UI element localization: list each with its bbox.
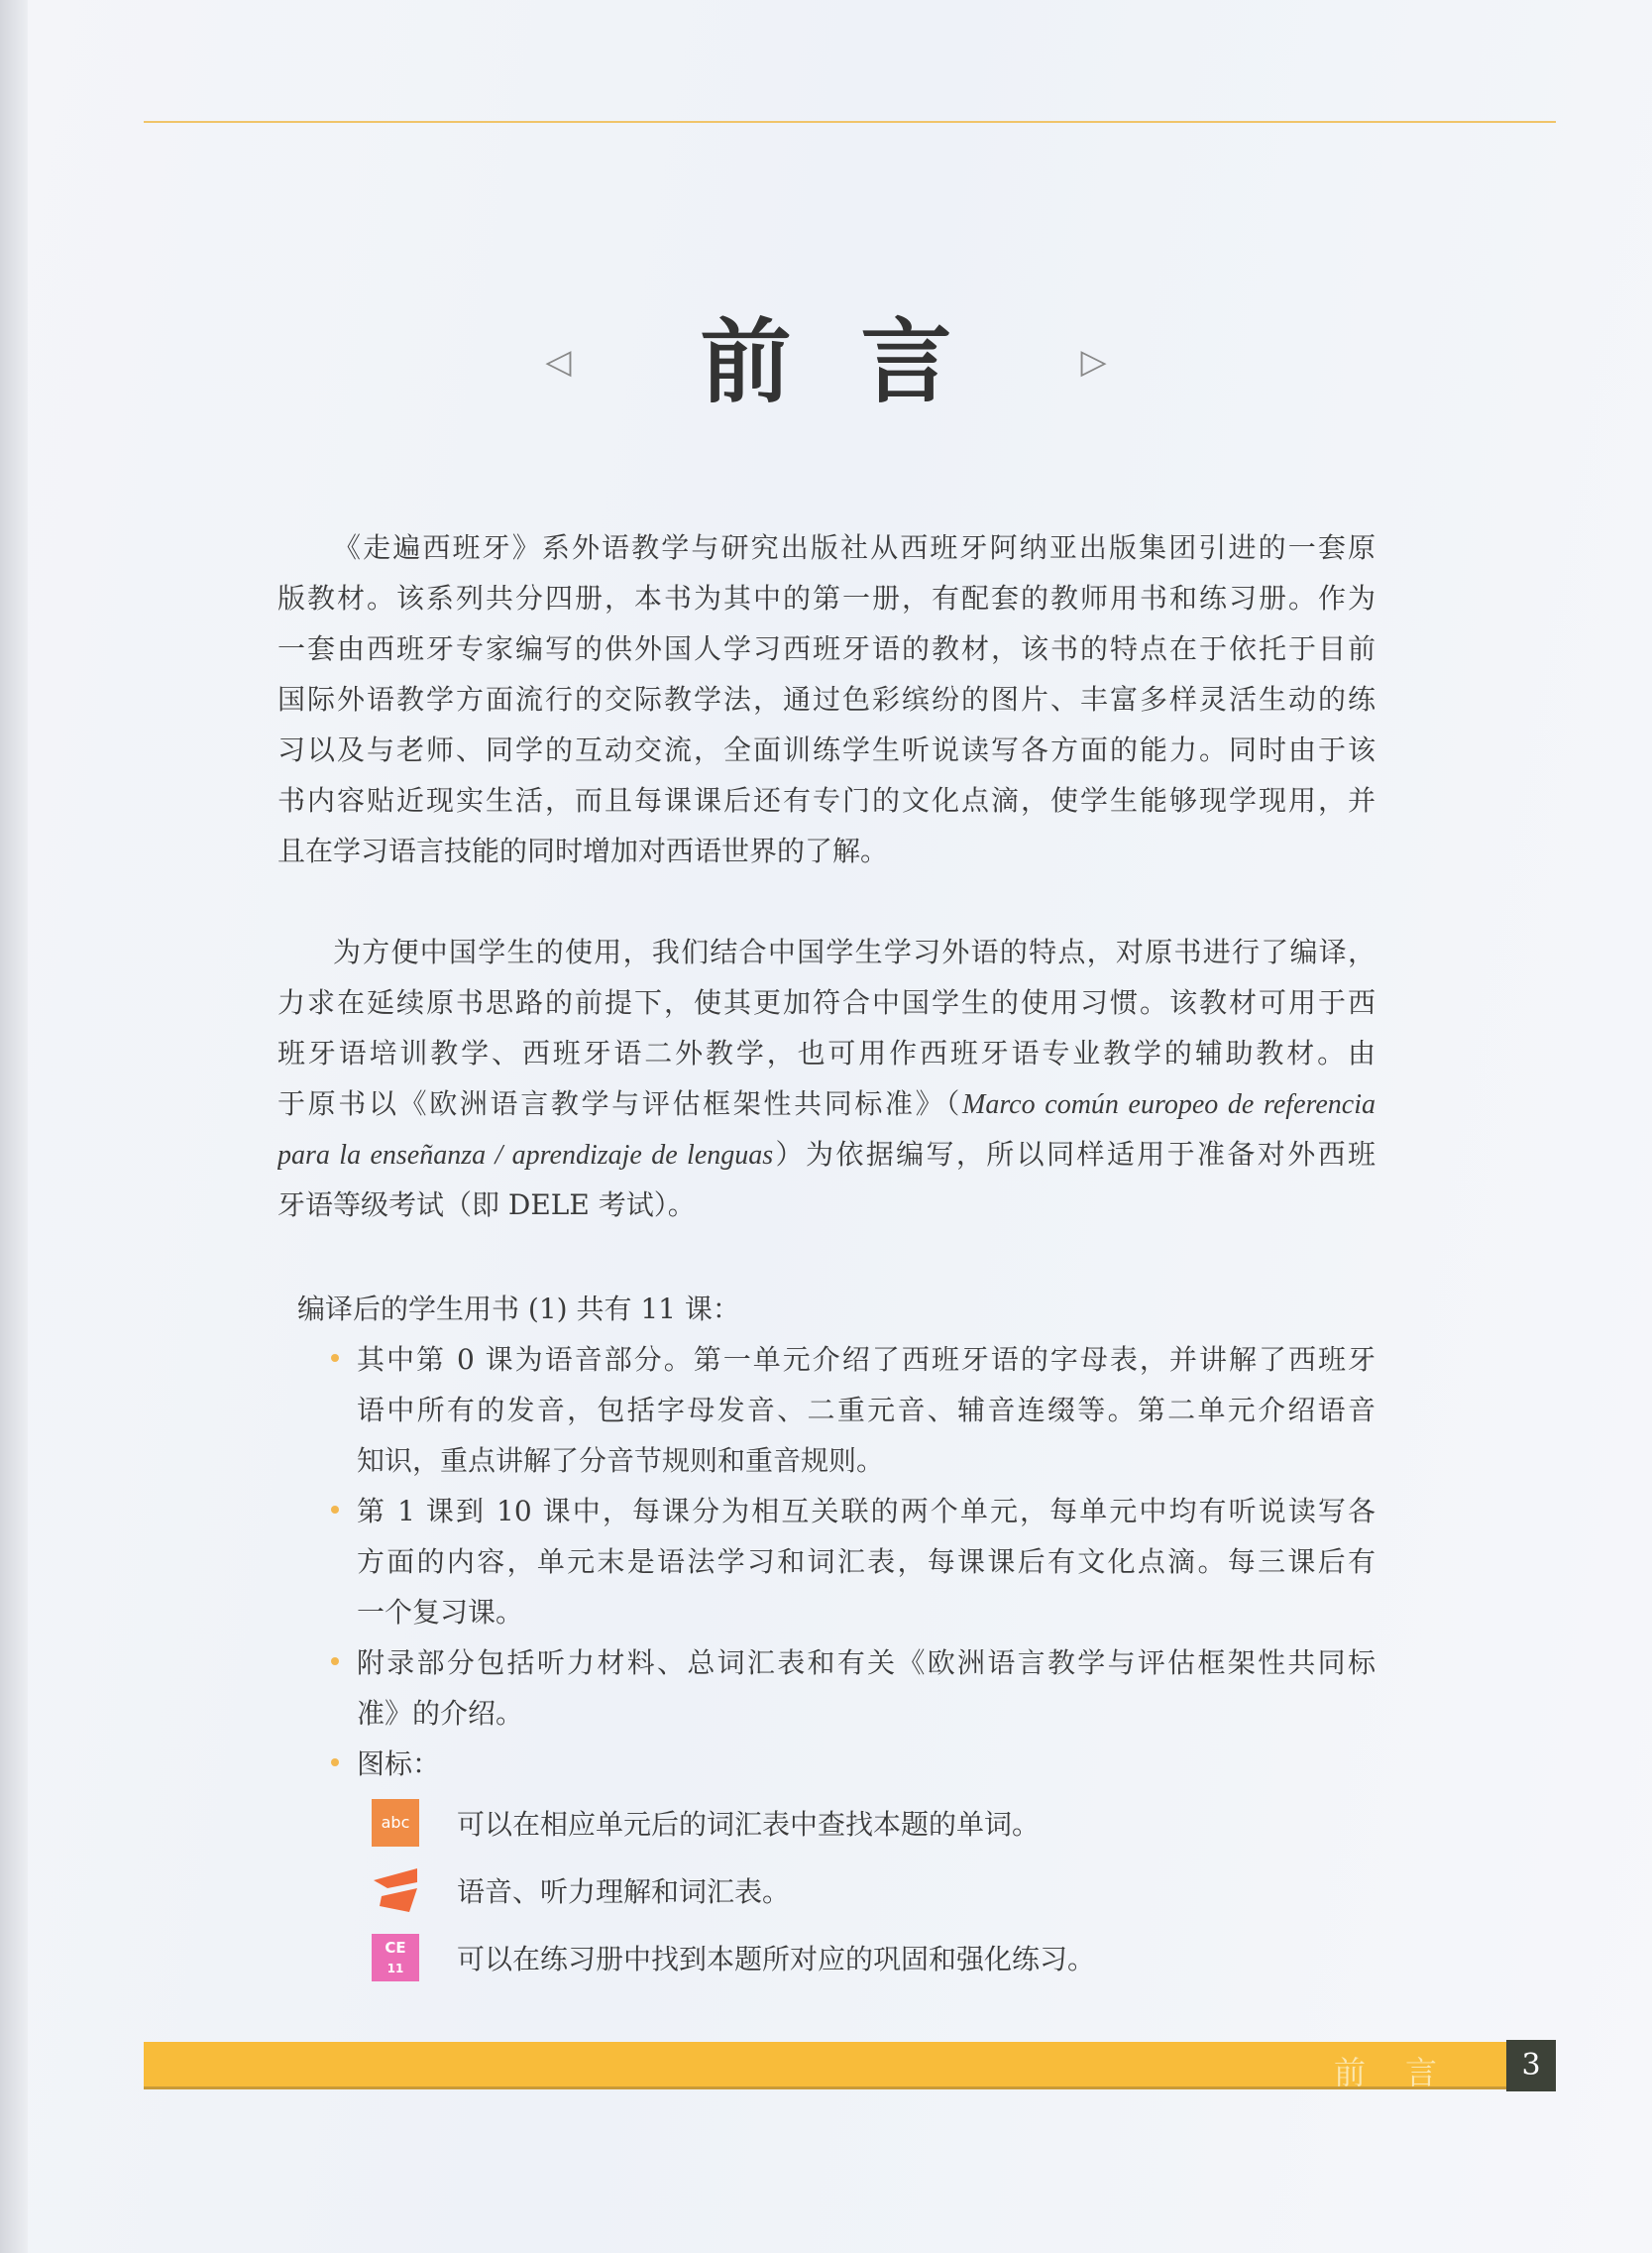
text-line: 一个复习课。: [357, 1596, 524, 1629]
italic-title: Marco común europeo de referencia: [962, 1089, 1376, 1120]
text-line: 第 1 课到 10 课中，每课分为相互关联的两个单元，每单元中均有听说读写各: [357, 1495, 1376, 1527]
audio-icon: [372, 1866, 419, 1914]
text-line: 附录部分包括听力材料、总词汇表和有关《欧洲语言教学与评估框架性共同标: [357, 1646, 1376, 1679]
list-item: [297, 1739, 1376, 1789]
bullet-icon: [331, 1354, 339, 1362]
footer-section-label: 前言: [1333, 2054, 1477, 2091]
top-rule: [144, 121, 1556, 123]
text-line: 习以及与老师、同学的互动交流，全面训练学生听说读写各方面的能力。同时由于该: [277, 733, 1376, 766]
text-line: 《走遍西班牙》系外语教学与研究出版社从西班牙阿纳亚出版集团引进的一套原: [333, 531, 1376, 564]
text-line: 知识，重点讲解了分音节规则和重音规则。: [357, 1444, 885, 1477]
text-span: ）为依据编写，所以同样适用于准备对外西班: [773, 1138, 1376, 1171]
bullet-icon: [331, 1657, 339, 1665]
text-line: 班牙语培训教学、西班牙语二外教学，也可用作西班牙语专业教学的辅助教材。由: [277, 1037, 1376, 1070]
legend-text: 可以在相应单元后的词汇表中查找本题的单词。: [457, 1808, 1041, 1841]
text-line: [277, 1129, 1376, 1180]
legend-row: [297, 1857, 1376, 1924]
list-intro: 编译后的学生用书 (1) 共有 11 课：: [297, 1293, 740, 1325]
legend-row: [297, 1789, 1376, 1857]
icon-label: CE: [385, 1939, 406, 1957]
text-line: 国际外语教学方面流行的交际教学法，通过色彩缤纷的图片、丰富多样灵活生动的练: [277, 683, 1376, 716]
text-line: 为方便中国学生的使用，我们结合中国学生学习外语的特点，对原书进行了编译，: [333, 936, 1376, 968]
right-triangle-icon: ▷: [1080, 342, 1107, 382]
text-line: 准》的介绍。: [357, 1697, 524, 1730]
text-line: 且在学习语言技能的同时增加对西语世界的了解。: [277, 835, 889, 867]
bullet-icon: [331, 1758, 339, 1766]
text-line: 其中第 0 课为语音部分。第一单元介绍了西班牙语的字母表，并讲解了西班牙: [357, 1343, 1376, 1376]
paragraph-2: [277, 927, 1376, 1230]
legend-text: 可以在练习册中找到本题所对应的巩固和强化练习。: [457, 1943, 1096, 1975]
text-line: 力求在延续原书思路的前提下，使其更加符合中国学生的使用习惯。该教材可用于西: [277, 986, 1376, 1019]
page-number: 3: [1506, 2040, 1556, 2091]
title-text: 前言: [700, 308, 1022, 415]
workbook-ce-icon: [372, 1934, 419, 1981]
text-line: 版教材。该系列共分四册，本书为其中的第一册，有配套的教师用书和练习册。作为: [277, 582, 1376, 615]
list-item: [297, 1334, 1376, 1486]
bullet-icon: [331, 1506, 339, 1514]
text-span: 于原书以《欧洲语言教学与评估框架性共同标准》（: [277, 1087, 962, 1120]
italic-title: para la enseñanza / aprendizaje de lenguas: [277, 1140, 774, 1171]
list-item: [297, 1637, 1376, 1739]
left-triangle-icon: ◁: [545, 342, 572, 382]
list-item: [297, 1486, 1376, 1637]
icon-label: abc: [381, 1813, 410, 1832]
legend-text: 语音、听力理解和词汇表。: [457, 1875, 791, 1908]
legend-row: [297, 1924, 1376, 1991]
text-line: 语中所有的发音，包括字母发音、二重元音、辅音连缀等。第二单元介绍语音: [357, 1394, 1376, 1426]
icon-label: 11: [386, 1962, 404, 1975]
page-title: [0, 307, 1652, 416]
text-line: 书内容贴近现实生活，而且每课课后还有专门的文化点滴，使学生能够现学现用，并: [277, 784, 1376, 817]
text-line: 方面的内容，单元末是语法学习和词汇表，每课课后有文化点滴。每三课后有: [357, 1545, 1376, 1578]
text-line: 牙语等级考试（即 DELE 考试）。: [277, 1188, 696, 1221]
text-line: [277, 1078, 1376, 1129]
paragraph-1: [277, 522, 1376, 876]
abc-vocabulary-icon: [372, 1799, 419, 1847]
footer-bar: [144, 2042, 1506, 2089]
text-line: 图标：: [357, 1747, 441, 1780]
text-line: 一套由西班牙专家编写的供外国人学习西班牙语的教材，该书的特点在于依托于目前: [277, 632, 1376, 665]
contents-list: [297, 1284, 1376, 1991]
